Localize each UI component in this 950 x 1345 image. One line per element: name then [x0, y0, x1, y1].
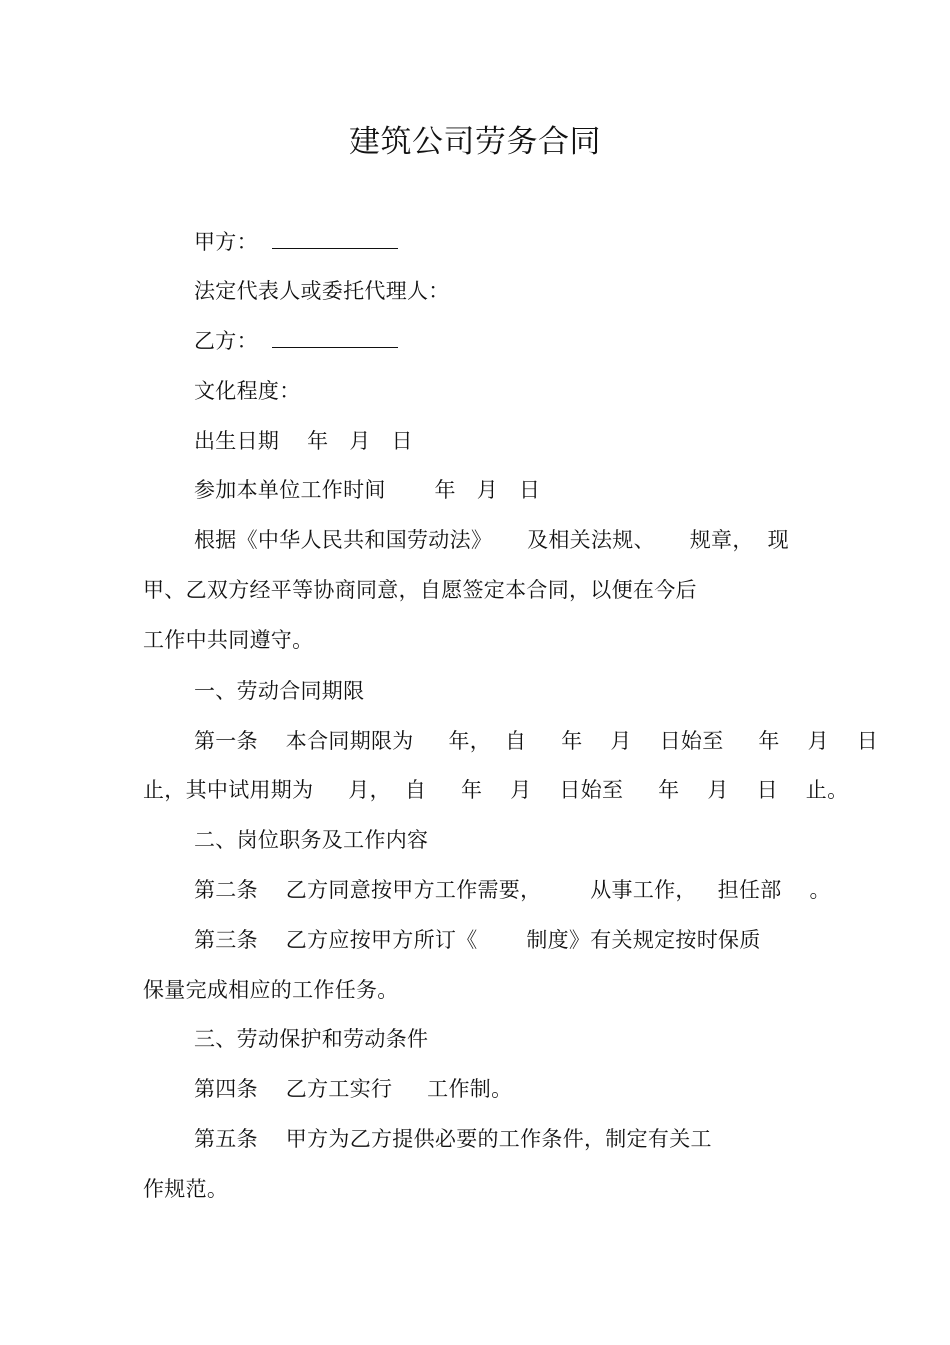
legal-rep-label: 法定代表人或委托代理人： — [194, 279, 450, 303]
article-4-line: 第四条 乙方工实行 工作制。 — [194, 1077, 513, 1101]
intro-paragraph-line-3: 工作中共同遵守。 — [143, 628, 314, 652]
section-3-heading: 三、劳动保护和劳动条件 — [194, 1027, 429, 1051]
party-b-label: 乙方： — [194, 329, 258, 353]
article-3-line-2: 保量完成相应的工作任务。 — [143, 978, 399, 1002]
party-a-line — [194, 227, 398, 257]
article-1-line-2: 止，其中试用期为 月， 自 年 月 日始至 年 月 日 止。 — [143, 778, 849, 802]
birth-date-line: 出生日期 年 月 日 — [194, 429, 413, 453]
article-3-line-1: 第三条 乙方应按甲方所订《 制度》有关规定按时保质 — [194, 928, 761, 952]
article-1-line-1: 第一条 本合同期限为 年， 自 年 月 日始至 年 月 日 — [194, 729, 879, 753]
document-title: 建筑公司劳务合同 — [349, 124, 601, 160]
intro-paragraph-line-1: 根据《中华人民共和国劳动法》 及相关法规、 规章， 现 — [194, 528, 789, 552]
section-1-heading: 一、劳动合同期限 — [194, 679, 365, 703]
article-5-line-1: 第五条 甲方为乙方提供必要的工作条件，制定有关工 — [194, 1127, 712, 1151]
article-2-line: 第二条 乙方同意按甲方工作需要， 从事工作， 担任部 。 — [194, 878, 831, 902]
party-b-line — [194, 326, 398, 356]
join-date-line: 参加本单位工作时间 年 月 日 — [194, 478, 541, 502]
intro-paragraph-line-2: 甲、乙双方经平等协商同意，自愿签定本合同，以便在今后 — [143, 578, 697, 602]
section-2-heading: 二、岗位职务及工作内容 — [194, 828, 429, 852]
article-5-line-2: 作规范。 — [143, 1177, 229, 1201]
party-a-label: 甲方： — [194, 230, 258, 254]
education-label: 文化程度： — [194, 379, 301, 403]
party-b-blank — [272, 329, 398, 348]
party-a-blank — [272, 230, 398, 249]
